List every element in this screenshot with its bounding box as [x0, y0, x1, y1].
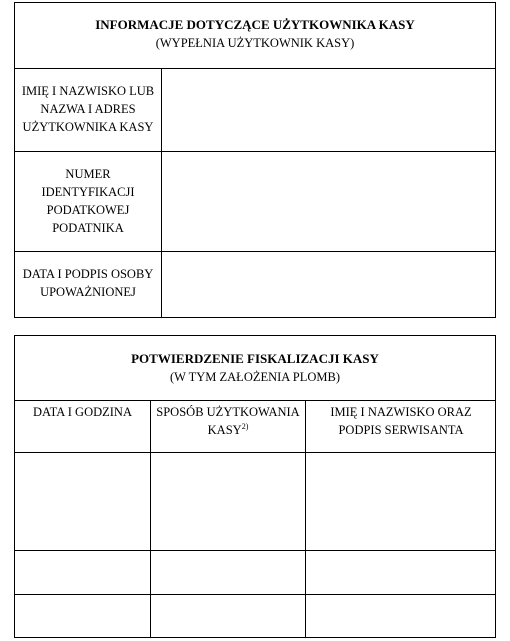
- table-cell[interactable]: [15, 551, 150, 594]
- table-cell[interactable]: [15, 453, 150, 550]
- section-subtitle: (WYPEŁNIA UŻYTKOWNIK KASY): [155, 36, 355, 50]
- table-cell[interactable]: [151, 595, 305, 637]
- column-header-date-time: DATA I GODZINA: [33, 405, 132, 419]
- section-subtitle: (W TYM ZAŁOŻENIA PLOMB): [169, 370, 340, 384]
- signature-field[interactable]: [162, 252, 495, 317]
- row-label-user-name: IMIĘ I NAZWISKO LUB NAZWA I ADRES UŻYTKOWNIKA KASY: [21, 84, 155, 134]
- divider: [14, 400, 496, 401]
- table-cell[interactable]: [306, 551, 495, 594]
- row-label-signature: DATA I PODPIS OSOBY UPOWAŻNIONEJ: [22, 267, 154, 299]
- section-title: INFORMACJE DOTYCZĄCE UŻYTKOWNIKA KASY: [95, 17, 415, 32]
- table-cell[interactable]: [306, 595, 495, 637]
- tax-id-field[interactable]: [162, 152, 495, 251]
- user-name-field[interactable]: [162, 69, 495, 151]
- row-label-tax-id: NUMER IDENTYFIKACJI PODATKOWEJ PODATNIKA: [41, 167, 135, 235]
- table-cell[interactable]: [306, 453, 495, 550]
- section-title: POTWIERDZENIE FISKALIZACJI KASY: [131, 351, 379, 366]
- column-header-technician: IMIĘ I NAZWISKO ORAZ PODPIS SERWISANTA: [330, 405, 472, 437]
- table-cell[interactable]: [15, 595, 150, 637]
- column-header-usage-mode: SPOSÓB UŻYTKOWANIA KASY$^{2)}$: [156, 405, 300, 437]
- table-cell[interactable]: [151, 551, 305, 594]
- table-cell[interactable]: [151, 453, 305, 550]
